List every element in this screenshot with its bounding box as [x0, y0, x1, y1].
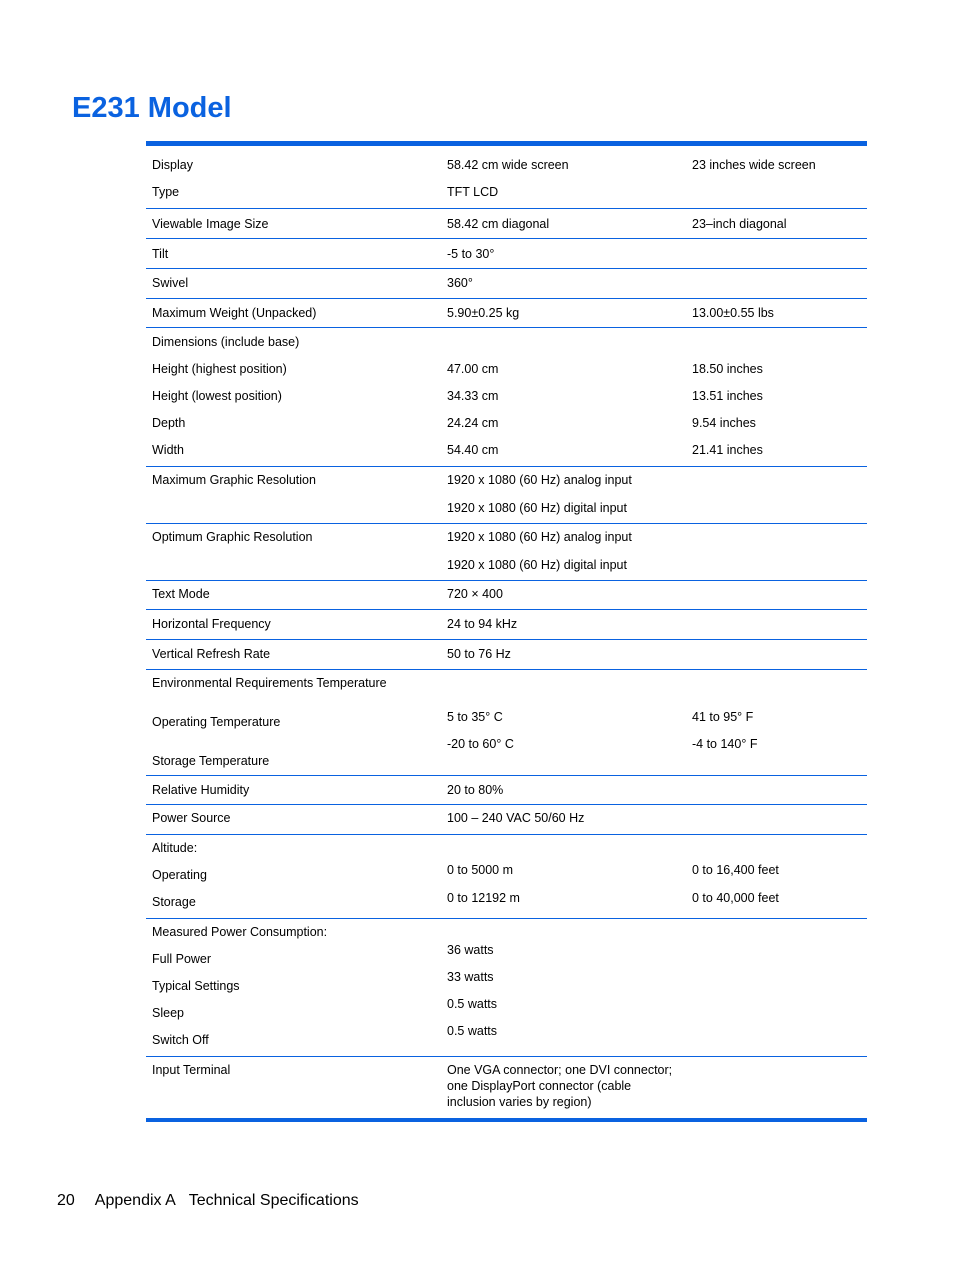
spec-imperial-cell [686, 609, 867, 639]
spec-value: 0 to 12192 m [447, 890, 520, 905]
spec-row [146, 609, 867, 639]
spec-value: Horizontal Frequency [152, 616, 271, 631]
spec-row [146, 523, 867, 580]
spec-imperial-cell [686, 639, 867, 669]
spec-value: 21.41 inches [692, 442, 763, 457]
spec-value: Operating Temperature [152, 714, 281, 729]
spec-row [146, 298, 867, 327]
spec-label-cell [146, 238, 441, 268]
spec-imperial-cell [686, 238, 867, 268]
spec-value: 0 to 5000 m [447, 862, 514, 877]
spec-label-cell [146, 580, 441, 609]
spec-value: Switch Off [152, 1032, 209, 1047]
spec-label-cell [146, 609, 441, 639]
spec-metric-cell [441, 669, 686, 775]
spec-value: 20 to 80% [447, 782, 504, 797]
spec-value: TFT LCD [447, 185, 499, 199]
spec-metric-cell [441, 804, 686, 834]
spec-value: 1920 x 1080 (60 Hz) analog input [447, 472, 632, 487]
spec-value: 0 to 40,000 feet [692, 890, 779, 905]
spec-value: 13.51 inches [692, 388, 763, 403]
spec-table [146, 141, 867, 1122]
spec-row [146, 1056, 867, 1118]
spec-label-cell [146, 834, 441, 918]
spec-imperial-cell [686, 146, 867, 208]
spec-value: One VGA connector; one DVI connector; [447, 1062, 673, 1077]
spec-imperial-cell [686, 669, 867, 775]
spec-value: Width [152, 442, 184, 457]
spec-value: Swivel [152, 275, 189, 290]
spec-row [146, 327, 867, 466]
spec-value: 41 to 95° F [692, 709, 754, 724]
spec-row [146, 804, 867, 834]
spec-label-cell [146, 775, 441, 804]
spec-value: -20 to 60° C [447, 736, 514, 751]
spec-value: Optimum Graphic Resolution [152, 529, 313, 544]
spec-value: Environmental Requirements Temperature [152, 675, 387, 690]
spec-label-cell [146, 523, 441, 580]
spec-value: 0 to 16,400 feet [692, 862, 779, 877]
spec-value: 360° [447, 275, 473, 290]
spec-metric-cell [441, 609, 686, 639]
section-title: Technical Specifications [188, 1192, 359, 1209]
spec-value: Height (highest position) [152, 361, 287, 376]
spec-value: Height (lowest position) [152, 388, 282, 403]
spec-value: 47.00 cm [447, 361, 499, 376]
spec-value: Maximum Weight (Unpacked) [152, 305, 317, 320]
spec-metric-cell [441, 639, 686, 669]
spec-value: Dimensions (include base) [152, 334, 300, 349]
spec-value: 54.40 cm [447, 442, 499, 457]
spec-value: -4 to 140° F [692, 736, 758, 751]
bottom-rule [146, 1118, 867, 1122]
spec-row [146, 146, 867, 208]
spec-imperial-cell [686, 327, 867, 466]
spec-value: Relative Humidity [152, 782, 250, 797]
spec-value: 18.50 inches [692, 361, 763, 376]
spec-metric-cell [441, 775, 686, 804]
spec-metric-cell [441, 918, 686, 1056]
spec-value: 58.42 cm diagonal [447, 216, 550, 231]
spec-value: inclusion varies by region) [447, 1094, 592, 1109]
spec-value: 100 – 240 VAC 50/60 Hz [447, 810, 585, 825]
spec-imperial-cell [686, 208, 867, 238]
spec-value: 33 watts [447, 969, 494, 984]
spec-value: Measured Power Consumption: [152, 924, 328, 939]
spec-value: Type [152, 185, 180, 199]
spec-value: 24.24 cm [447, 415, 499, 430]
spec-row [146, 669, 867, 775]
spec-row [146, 834, 867, 918]
spec-value: 5.90±0.25 kg [447, 305, 520, 320]
spec-value: 13.00±0.55 lbs [692, 305, 774, 320]
page-number: 20 [57, 1192, 75, 1209]
spec-value: 5 to 35° C [447, 709, 503, 724]
spec-value: Storage [152, 894, 196, 909]
spec-value: Altitude: [152, 840, 198, 855]
spec-metric-cell [441, 298, 686, 327]
spec-imperial-cell [686, 523, 867, 580]
spec-metric-cell [441, 146, 686, 208]
spec-value: Full Power [152, 951, 212, 966]
spec-label-cell [146, 1056, 441, 1118]
spec-label-cell [146, 669, 441, 775]
spec-value: 58.42 cm wide screen [447, 158, 569, 172]
spec-value: -5 to 30° [447, 246, 495, 261]
spec-label-cell [146, 918, 441, 1056]
spec-label-cell [146, 208, 441, 238]
spec-value: Storage Temperature [152, 753, 270, 768]
spec-row [146, 238, 867, 268]
spec-row [146, 918, 867, 1056]
spec-value: 720 × 400 [447, 586, 503, 601]
spec-label-cell [146, 466, 441, 523]
spec-imperial-cell [686, 1056, 867, 1118]
spec-imperial-cell [686, 268, 867, 298]
spec-metric-cell [441, 208, 686, 238]
spec-value: 23 inches wide screen [692, 158, 816, 172]
spec-row [146, 208, 867, 238]
spec-value: 1920 x 1080 (60 Hz) digital input [447, 557, 627, 572]
spec-value: Vertical Refresh Rate [152, 646, 271, 661]
spec-value: 0.5 watts [447, 1023, 498, 1038]
spec-row [146, 268, 867, 298]
spec-metric-cell [441, 1056, 686, 1118]
spec-row [146, 580, 867, 609]
spec-value: 9.54 inches [692, 415, 756, 430]
page-title: E231 Model [72, 92, 232, 124]
spec-label-cell [146, 298, 441, 327]
spec-value: Depth [152, 415, 186, 430]
spec-label-cell [146, 327, 441, 466]
spec-imperial-cell [686, 580, 867, 609]
spec-value: 36 watts [447, 942, 494, 957]
spec-value: Sleep [152, 1005, 184, 1020]
spec-metric-cell [441, 834, 686, 918]
appendix-label: Appendix A [94, 1192, 176, 1209]
spec-metric-cell [441, 268, 686, 298]
spec-value: Maximum Graphic Resolution [152, 472, 316, 487]
spec-metric-cell [441, 523, 686, 580]
spec-value: 0.5 watts [447, 996, 498, 1011]
spec-value: Operating [152, 867, 207, 882]
spec-value: Power Source [152, 810, 231, 825]
spec-metric-cell [441, 466, 686, 523]
spec-value: 24 to 94 kHz [447, 616, 518, 631]
page-footer [57, 1191, 359, 1211]
spec-imperial-cell [686, 775, 867, 804]
spec-imperial-cell [686, 804, 867, 834]
spec-label-cell [146, 639, 441, 669]
spec-value: 1920 x 1080 (60 Hz) digital input [447, 500, 627, 515]
spec-imperial-cell [686, 834, 867, 918]
spec-value: Tilt [152, 246, 169, 261]
spec-metric-cell [441, 327, 686, 466]
spec-value: 34.33 cm [447, 388, 499, 403]
spec-imperial-cell [686, 298, 867, 327]
spec-row [146, 775, 867, 804]
spec-value: Viewable Image Size [152, 216, 269, 231]
spec-value: one DisplayPort connector (cable [447, 1078, 632, 1093]
spec-imperial-cell [686, 466, 867, 523]
spec-label-cell [146, 146, 441, 208]
spec-metric-cell [441, 580, 686, 609]
spec-row [146, 466, 867, 523]
spec-value: 50 to 76 Hz [447, 646, 511, 661]
spec-value: Input Terminal [152, 1062, 231, 1077]
spec-metric-cell [441, 238, 686, 268]
spec-value: 1920 x 1080 (60 Hz) analog input [447, 529, 632, 544]
spec-value: Display [152, 158, 193, 172]
spec-value: Text Mode [152, 586, 210, 601]
spec-row [146, 639, 867, 669]
spec-imperial-cell [686, 918, 867, 1056]
spec-value: 23–inch diagonal [692, 216, 787, 231]
spec-label-cell [146, 804, 441, 834]
spec-value: Typical Settings [152, 978, 240, 993]
spec-label-cell [146, 268, 441, 298]
